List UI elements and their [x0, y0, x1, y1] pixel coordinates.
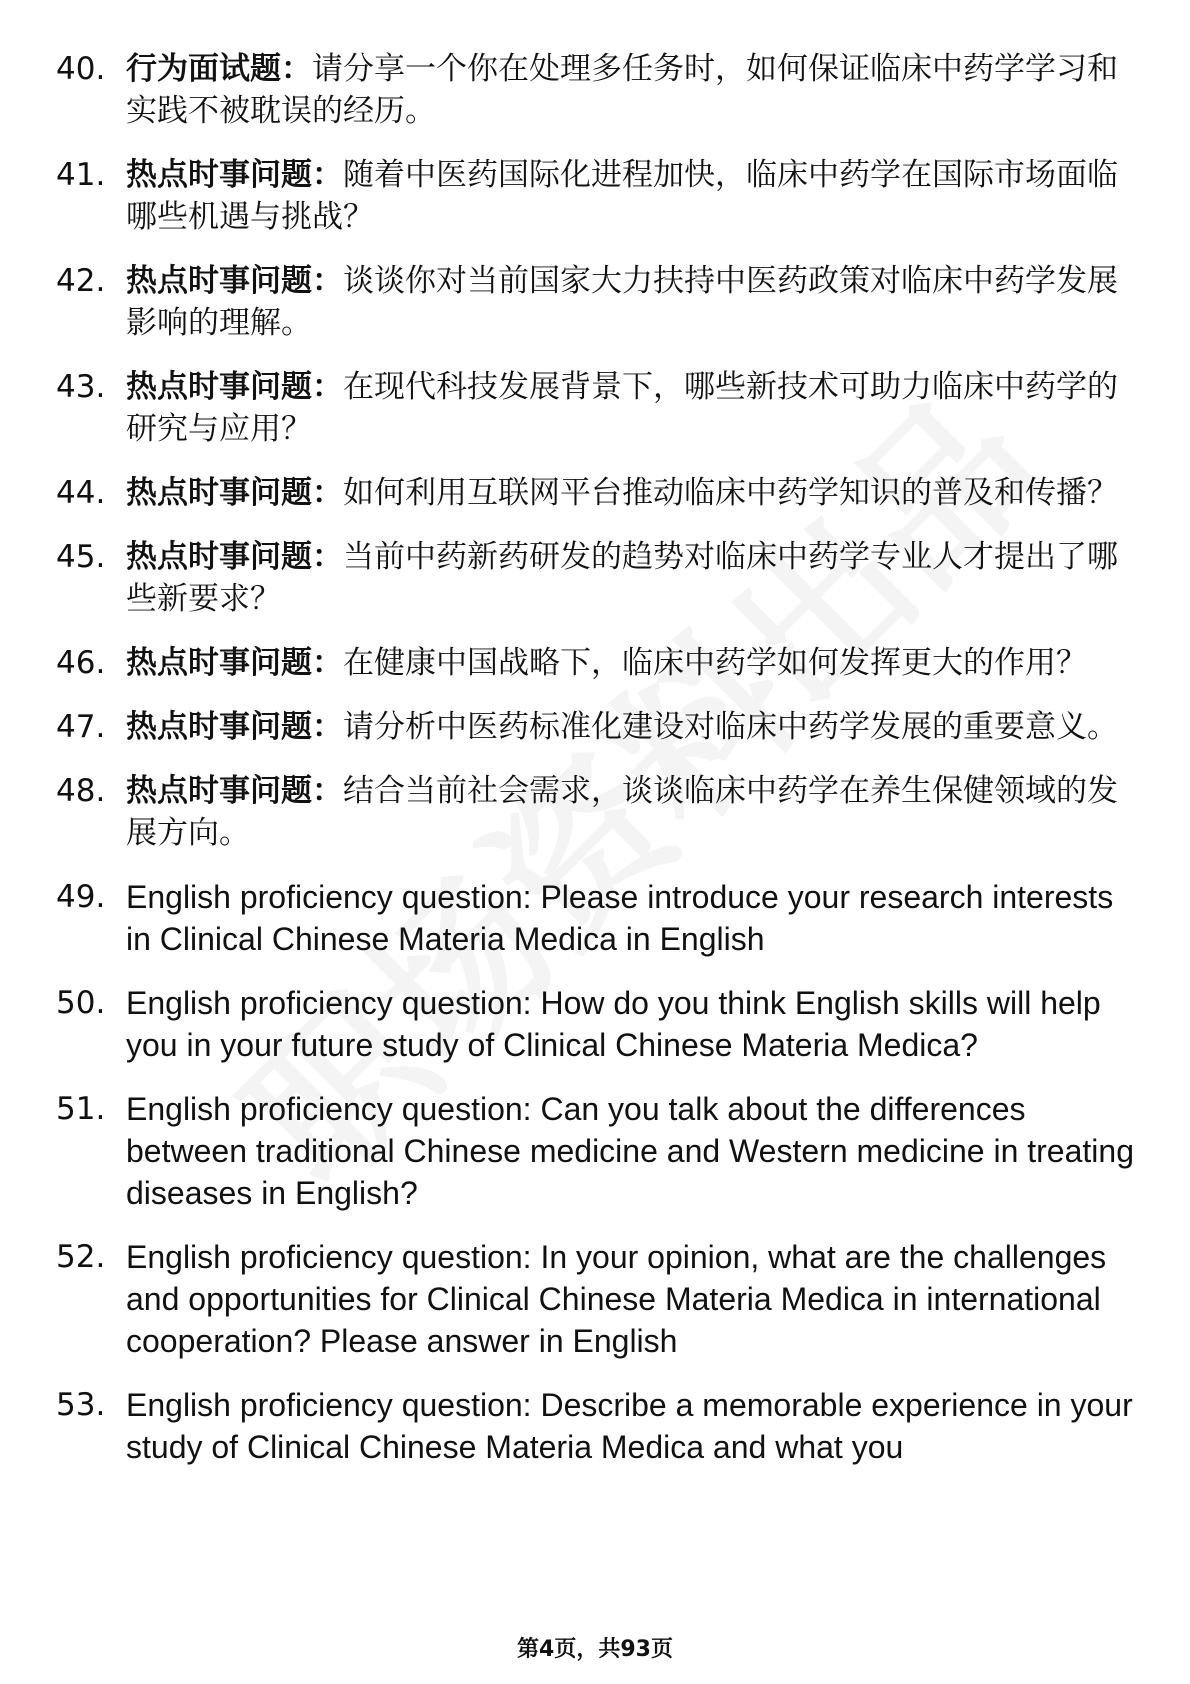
item-text	[126, 642, 1136, 684]
item-text: English proficiency question: Can you talk about the differences between traditional Chinese medicine and Western medicine in treating diseases in English?	[126, 1091, 1134, 1211]
item-body: 随着中医药国际化进程加快，临床中药学在国际市场面临哪些机遇与挑战？	[126, 157, 1118, 235]
list-item	[56, 48, 1136, 132]
item-text	[126, 366, 1136, 450]
item-number: 51.	[56, 1091, 106, 1127]
item-number: 41.	[56, 157, 106, 193]
item-body: 如何利用互联网平台推动临床中药学知识的普及和传播？	[343, 475, 1118, 511]
list-item	[56, 260, 1136, 344]
item-number: 45.	[56, 539, 106, 575]
item-label: 热点时事问题：	[126, 475, 343, 511]
list-item	[56, 366, 1136, 450]
item-label: 热点时事问题：	[126, 369, 343, 405]
item-text	[126, 260, 1136, 344]
item-number: 48.	[56, 773, 106, 809]
question-list	[56, 48, 1136, 1490]
item-number: 40.	[56, 51, 106, 87]
item-body: 谈谈你对当前国家大力扶持中医药政策对临床中药学发展影响的理解。	[126, 263, 1118, 341]
item-label: 行为面试题：	[126, 51, 312, 87]
list-item	[56, 770, 1136, 854]
list-item	[56, 154, 1136, 238]
item-body: 结合当前社会需求，谈谈临床中药学在养生保健领域的发展方向。	[126, 773, 1118, 851]
item-text	[126, 770, 1136, 854]
item-label: 热点时事问题：	[126, 263, 343, 299]
item-text: English proficiency question: Describe a memorable experience in your study of Clinical Chinese Materia Medica and what you	[126, 1387, 1133, 1465]
item-label: 热点时事问题：	[126, 709, 343, 745]
item-text	[126, 472, 1136, 514]
item-number: 49.	[56, 879, 106, 915]
list-item	[56, 536, 1136, 620]
item-label: 热点时事问题：	[126, 645, 343, 681]
list-item	[56, 982, 1136, 1066]
item-body: 请分享一个你在处理多任务时，如何保证临床中药学学习和实践不被耽误的经历。	[126, 51, 1118, 129]
item-number: 46.	[56, 645, 106, 681]
item-text: English proficiency question: How do you think English skills will help you in your future study of Clinical Chinese Materia Medica?	[126, 985, 1101, 1063]
item-text	[126, 536, 1136, 620]
item-label: 热点时事问题：	[126, 773, 343, 809]
item-number: 52.	[56, 1239, 106, 1275]
list-item	[56, 1384, 1136, 1468]
item-number: 43.	[56, 369, 106, 405]
item-number: 53.	[56, 1387, 106, 1423]
item-text: English proficiency question: Please introduce your research interests in Clinical Chinese Materia Medica in English	[126, 879, 1114, 957]
item-text	[126, 154, 1136, 238]
item-number: 47.	[56, 709, 106, 745]
list-item	[56, 876, 1136, 960]
item-number: 42.	[56, 263, 106, 299]
item-text	[126, 48, 1136, 132]
item-body: 在现代科技发展背景下，哪些新技术可助力临床中药学的研究与应用？	[126, 369, 1118, 447]
list-item	[56, 706, 1136, 748]
item-body: 在健康中国战略下，临床中药学如何发挥更大的作用？	[343, 645, 1087, 681]
list-item	[56, 472, 1136, 514]
page-footer: 第4页，共93页	[517, 1637, 673, 1662]
list-item	[56, 1088, 1136, 1214]
item-label: 热点时事问题：	[126, 539, 343, 575]
item-number: 50.	[56, 985, 106, 1021]
item-body: 当前中药新药研发的趋势对临床中药学专业人才提出了哪些新要求？	[126, 539, 1118, 617]
item-label: 热点时事问题：	[126, 157, 343, 193]
item-number: 44.	[56, 475, 106, 511]
item-text: English proficiency question: In your opinion, what are the challenges and opportunities for Clinical Chinese Materia Medica in international cooperation? Please answer in English	[126, 1239, 1107, 1359]
list-item	[56, 1236, 1136, 1362]
list-item	[56, 642, 1136, 684]
item-text	[126, 706, 1136, 748]
item-body: 请分析中医药标准化建设对临床中药学发展的重要意义。	[343, 709, 1118, 745]
